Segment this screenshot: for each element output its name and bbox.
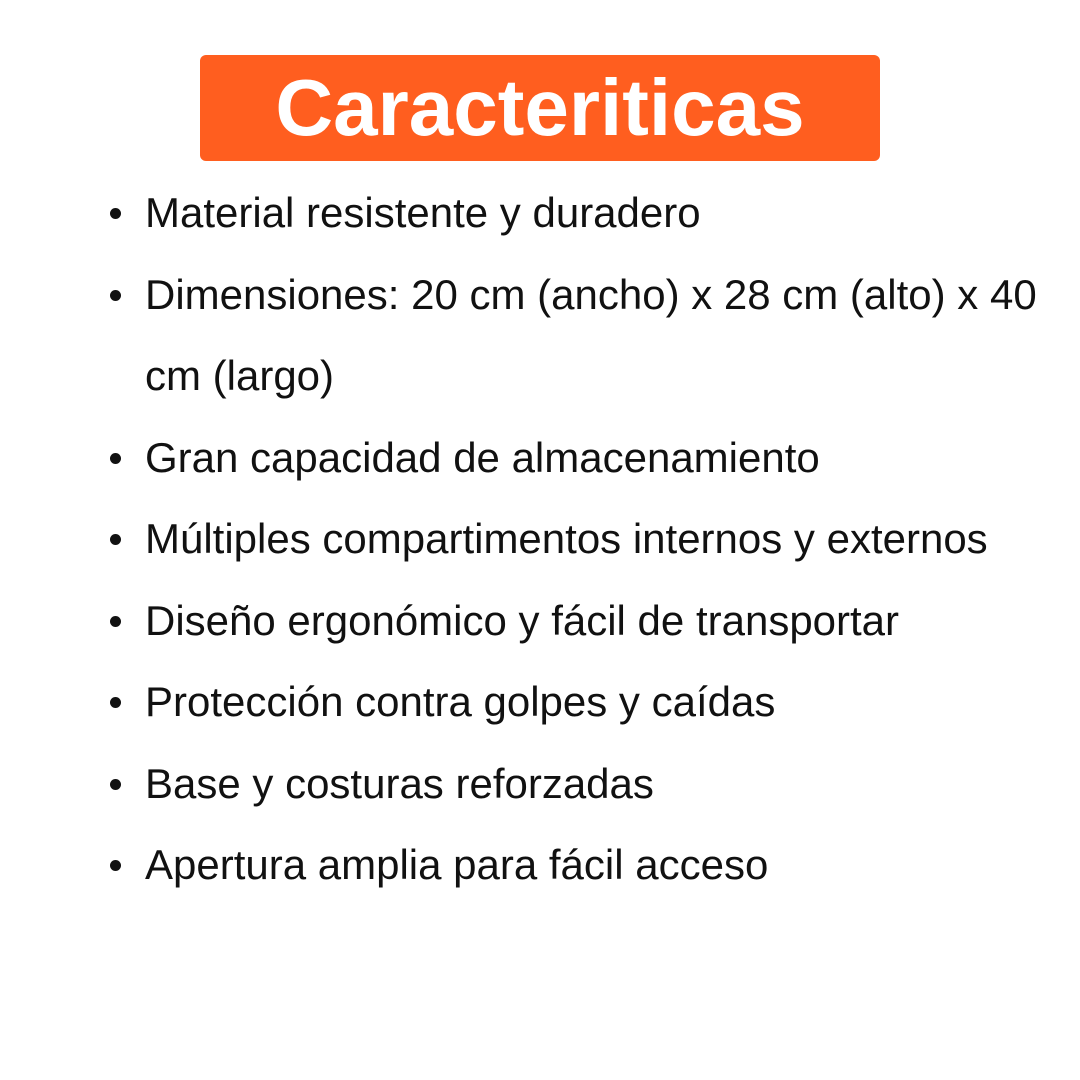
feature-item bbox=[110, 498, 1060, 580]
feature-text: Múltiples compartimentos internos y externos bbox=[145, 515, 988, 562]
feature-item bbox=[110, 580, 1060, 662]
bullet-icon bbox=[110, 860, 121, 871]
feature-text: Dimensiones: 20 cm (ancho) x 28 cm (alto) x 40 cm (largo) bbox=[145, 270, 1037, 399]
feature-item bbox=[110, 743, 1060, 825]
feature-item bbox=[110, 417, 1060, 499]
bullet-icon bbox=[110, 534, 121, 545]
feature-item bbox=[110, 172, 1060, 254]
feature-text: Protección contra golpes y caídas bbox=[145, 678, 776, 725]
title-badge bbox=[200, 55, 880, 161]
bullet-icon bbox=[110, 779, 121, 790]
feature-item bbox=[110, 824, 1060, 906]
bullet-icon bbox=[110, 290, 121, 301]
bullet-icon bbox=[110, 697, 121, 708]
feature-list bbox=[110, 172, 1060, 906]
feature-text: Diseño ergonómico y fácil de transportar bbox=[145, 596, 900, 644]
feature-text: Gran capacidad de almacenamiento bbox=[145, 433, 820, 481]
bullet-icon bbox=[110, 616, 121, 627]
feature-text: Apertura amplia para fácil acceso bbox=[145, 841, 769, 888]
feature-text: Base y costuras reforzadas bbox=[145, 759, 654, 807]
bullet-icon bbox=[110, 208, 121, 219]
feature-text: Material resistente y duradero bbox=[145, 189, 701, 236]
feature-item bbox=[110, 254, 1060, 417]
feature-item bbox=[110, 661, 1060, 743]
page-title: Caracteriticas bbox=[275, 63, 805, 152]
bullet-icon bbox=[110, 453, 121, 464]
